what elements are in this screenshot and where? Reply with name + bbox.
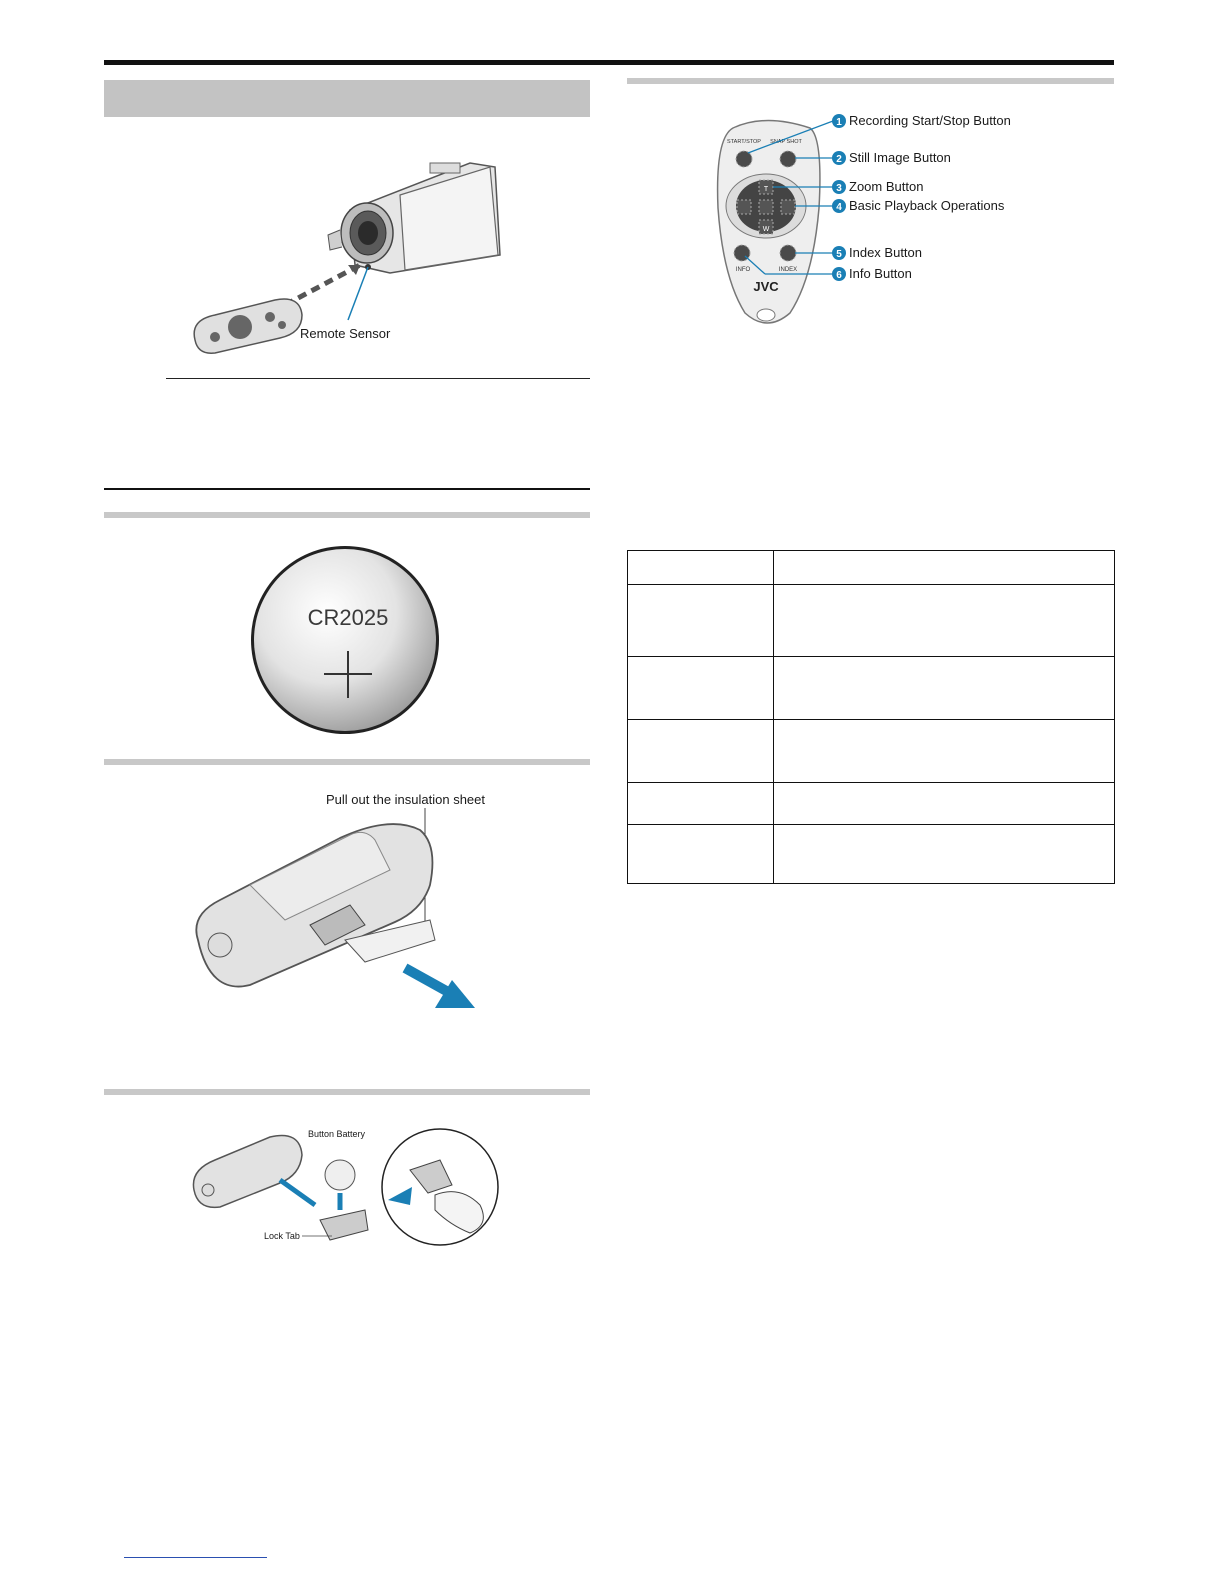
table-cell [628,783,774,825]
table-cell [628,585,774,657]
table-cell [774,720,1115,783]
callout-6-label: Info Button [849,266,912,281]
camera-remote-figure [190,155,510,365]
zoom-w-label: W [762,226,770,233]
callout-2-num: 2 [836,154,842,165]
section-header [104,80,590,117]
lock-tab-label: Lock Tab [264,1231,300,1241]
section-rule-battery [104,512,590,518]
callout-5 [832,246,846,260]
table-cell [774,825,1115,884]
table-row [628,720,1115,783]
remote-open-illustration [193,1135,302,1207]
start-stop-button [736,151,752,167]
table-row [628,783,1115,825]
battery-holder [320,1210,368,1240]
callout-2 [832,151,846,165]
index-text: INDEX [778,267,798,273]
note-rule-bottom [104,488,590,490]
table-cell [774,657,1115,720]
table-cell [628,657,774,720]
callout-6-num: 6 [836,270,842,281]
remote-diagram [715,108,1015,330]
top-rule [104,60,1114,65]
remote-back-illustration [196,824,432,986]
table-cell [628,825,774,884]
table-cell [774,585,1115,657]
callout-5-label: Index Button [849,245,922,260]
callout-2-label: Still Image Button [849,150,951,165]
callout-3-num: 3 [836,183,842,194]
table-row [628,825,1115,884]
battery-insert-figure [190,1125,505,1255]
zoom-t-label: T [763,186,769,193]
callout-3-label: Zoom Button [849,179,924,194]
coin-battery-icon [254,549,436,731]
table-cell [628,720,774,783]
section-rule-remote [627,78,1114,84]
pull-arrow-icon [405,968,475,1008]
section-rule-insulation [104,759,590,765]
camcorder-illustration [328,163,500,273]
button-battery-label: Button Battery [308,1129,366,1139]
callout-4-num: 4 [836,202,842,213]
callout-5-num: 5 [836,249,842,260]
function-table [627,550,1115,884]
remote-sensor-label: Remote Sensor [300,326,391,341]
snapshot-button [780,151,796,167]
table-header-cell [628,551,774,585]
callout-1-label: Recording Start/Stop Button [849,113,1011,128]
insulation-figure [190,790,490,1015]
battery-model-label: CR2025 [307,605,389,630]
battery-figure [248,543,448,738]
callout-badges [832,113,1011,281]
table-row [628,585,1115,657]
note-rule-top [166,378,590,379]
footer-link[interactable] [124,1557,267,1558]
callout-3 [832,180,846,194]
ir-beam [285,265,360,305]
section-rule-replace [104,1089,590,1095]
table-row [628,657,1115,720]
start-stop-text: START/STOP [727,139,761,145]
jvc-logo: JVC [753,279,779,294]
table-cell [774,783,1115,825]
button-battery-icon [325,1160,355,1190]
callout-4 [832,199,846,213]
callout-1 [832,114,846,128]
table-header-row [628,551,1115,585]
callout-1-num: 1 [836,117,842,128]
pull-insulation-label: Pull out the insulation sheet [326,792,485,807]
remote-body-illustration [718,121,820,324]
info-text: INFO [735,267,751,273]
remote-illustration [194,299,302,353]
insert-arrow-icon [280,1180,315,1205]
callout-4-label: Basic Playback Operations [849,198,1005,213]
index-button [780,245,796,261]
table-header-cell [774,551,1115,585]
snapshot-text: SNAP SHOT [770,139,802,145]
callout-6 [832,267,846,281]
